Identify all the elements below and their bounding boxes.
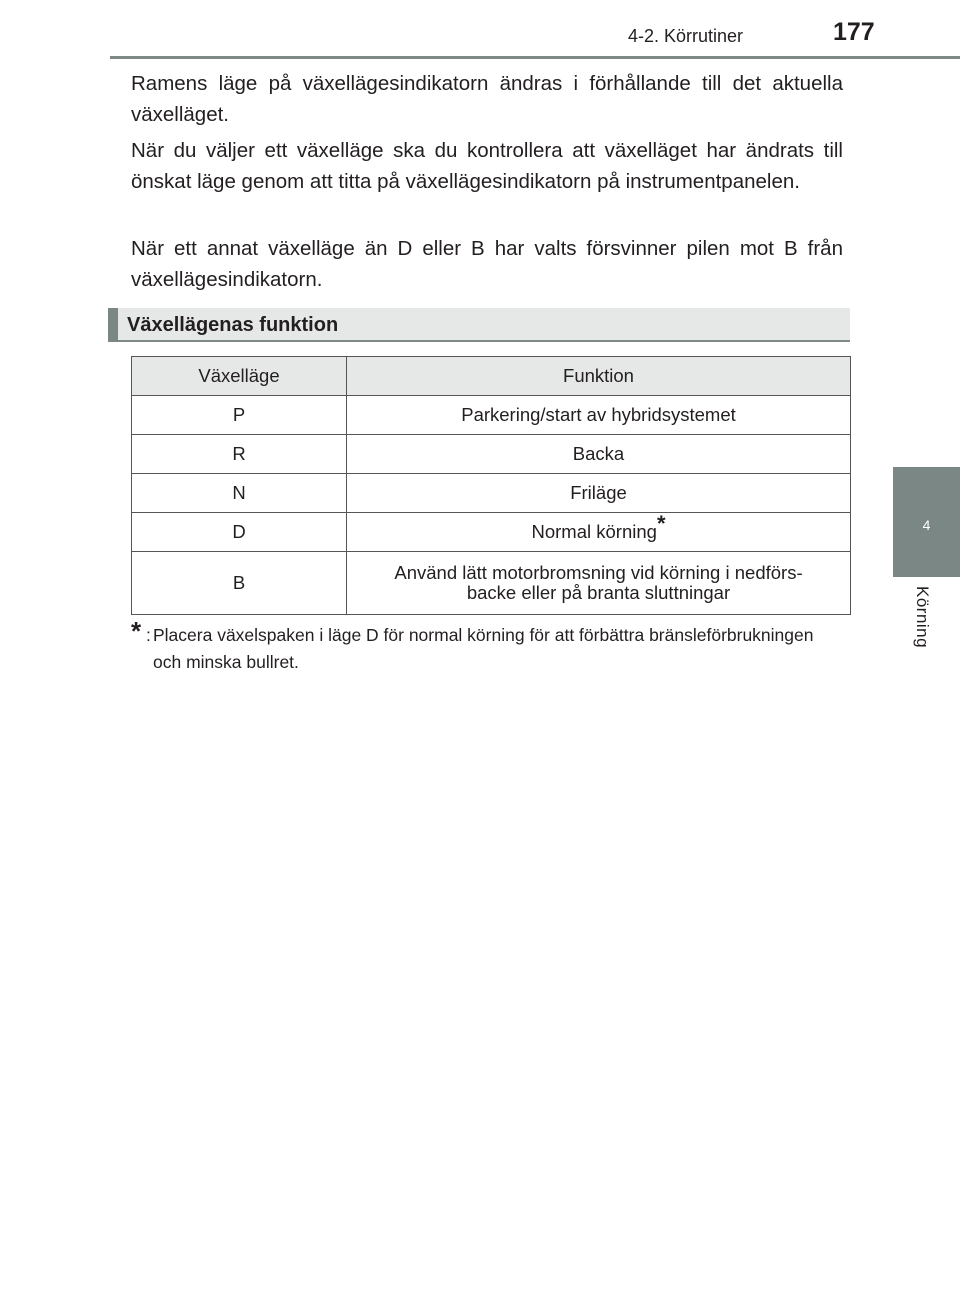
page-number: 177 <box>833 18 875 46</box>
header-rule <box>110 56 960 59</box>
footnote-separator: : <box>146 625 151 645</box>
table-cell-gear: P <box>132 396 347 435</box>
table-row <box>132 513 851 552</box>
section-heading-bar <box>108 308 118 342</box>
table-row <box>132 435 851 474</box>
footnote-text: Placera växelspaken i läge D för normal körning för att förbättra bränsleförbrukningen och minska bullret. <box>153 625 814 672</box>
table-cell-function-line: backe eller på branta sluttningar <box>466 582 731 603</box>
footnote-marker[interactable]: * <box>656 510 666 536</box>
body-paragraph: Ramens läge på växellägesindikatorn ändras i förhållande till det aktuella växelläget. <box>131 72 843 126</box>
table-cell-gear: R <box>132 435 347 474</box>
gear-function-table <box>131 356 851 615</box>
table-cell-gear: B <box>132 552 347 615</box>
section-heading-title: Växellägenas funktion <box>127 314 339 336</box>
table-header-gear: Växelläge <box>132 357 347 396</box>
header-section-title: 4-2. Körrutiner <box>628 26 744 46</box>
table-row <box>132 474 851 513</box>
body-paragraph: När du väljer ett växelläge ska du kontrollera att växelläget har ändrats till önskat läge genom att titta på växellägesindikatorn på instrumentpanelen. <box>131 139 843 193</box>
table-row <box>132 552 851 615</box>
table-cell-gear: D <box>132 513 347 552</box>
chapter-tab-label: Körning <box>913 586 932 649</box>
table-cell-function <box>347 552 851 615</box>
footnote-star: * <box>131 616 142 646</box>
table-cell-function-text: Normal körning <box>531 521 657 542</box>
table-header-function: Funktion <box>347 357 851 396</box>
table-cell-function-line: Använd lätt motorbromsning vid körning i nedförs- <box>394 562 803 583</box>
table-cell-gear: N <box>132 474 347 513</box>
footnote <box>131 616 843 676</box>
chapter-tab-number: 4 <box>922 517 931 533</box>
table-cell-function: Parkering/start av hybridsystemet <box>347 396 851 435</box>
chapter-tab[interactable] <box>893 467 960 577</box>
body-paragraph: När ett annat växelläge än D eller B har valts försvinner pilen mot B från växellägesindikatorn. <box>131 237 843 291</box>
section-heading <box>108 308 850 342</box>
table-cell-function <box>347 510 851 552</box>
table-header-row <box>132 357 851 396</box>
table-cell-function: Friläge <box>347 474 851 513</box>
table-cell-function: Backa <box>347 435 851 474</box>
table-row <box>132 396 851 435</box>
